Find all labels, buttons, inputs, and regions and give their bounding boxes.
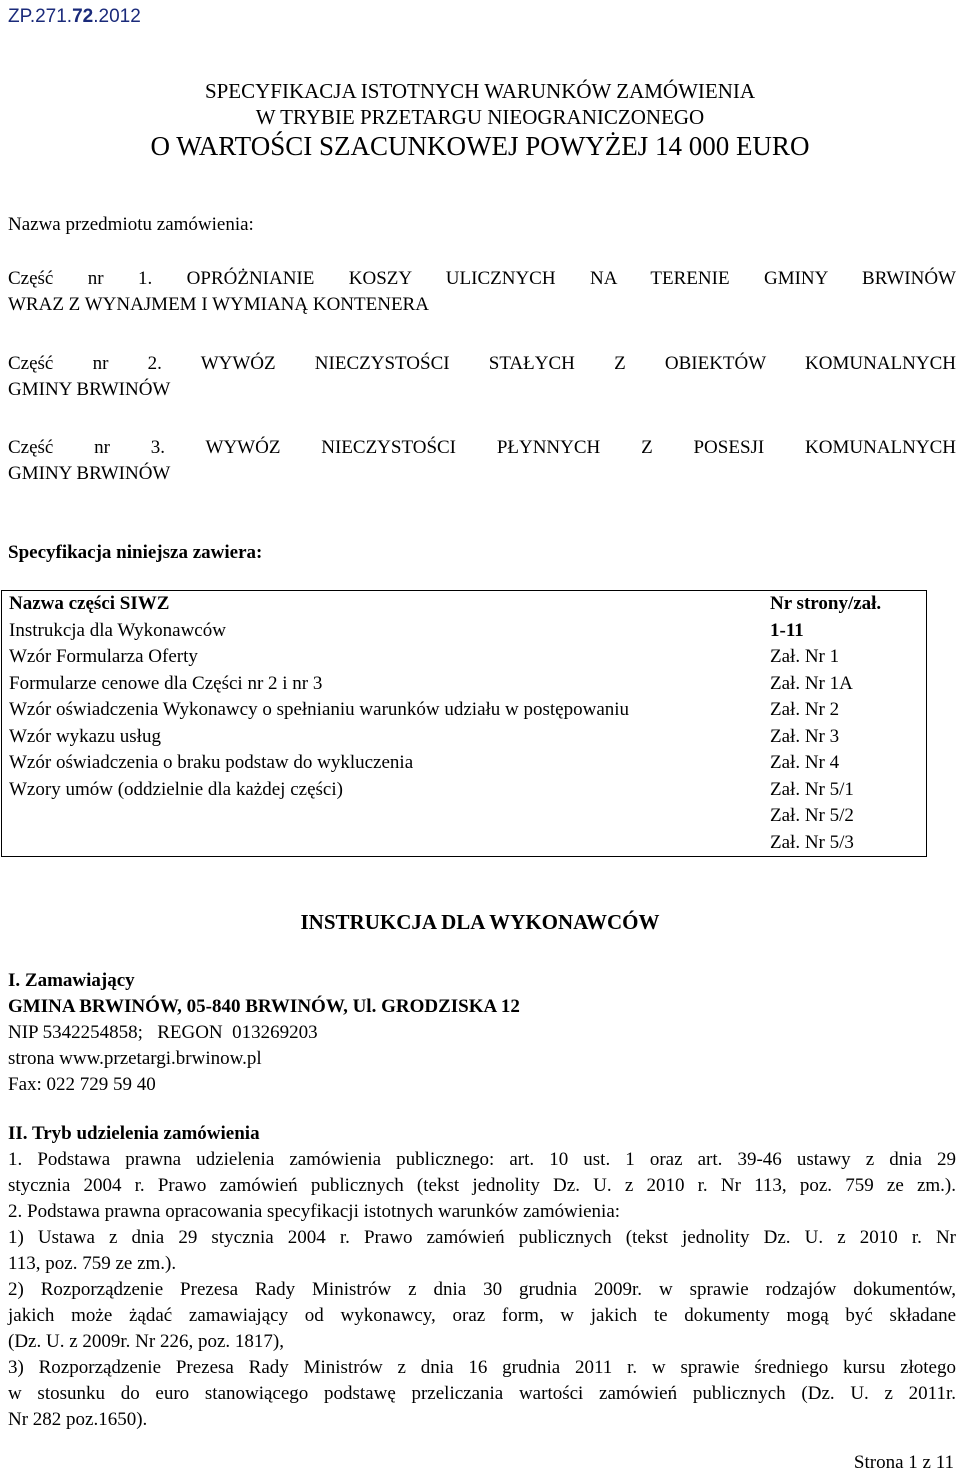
- table-header-ref: Nr strony/zał.: [770, 593, 882, 614]
- part-3-line-1: Część nr 3. WYWÓZ NIECZYSTOŚCI PŁYNNYCH Z POSESJI KOMUNALNYCH: [8, 437, 956, 458]
- table-cell-name: Formularze cenowe dla Części nr 2 i nr 3: [9, 672, 323, 694]
- section-1: [8, 968, 956, 1098]
- table-cell-ref: Zał. Nr 2: [770, 699, 840, 720]
- part-1: [8, 266, 956, 318]
- title-line-3: O WARTOŚCI SZACUNKOWEJ POWYŻEJ 14 000 EURO: [150, 131, 810, 161]
- part-1-line-1: Część nr 1. OPRÓŻNIANIE KOSZY ULICZNYCH NA TERENIE GMINY BRWINÓW: [8, 268, 956, 289]
- part-3: [8, 435, 956, 487]
- table-header-name: Nazwa części SIWZ: [9, 593, 170, 614]
- section-2-line: 2. Podstawa prawna opracowania specyfikacji istotnych warunków zamówienia:: [8, 1201, 621, 1222]
- section-2-line: 2) Rozporządzenie Prezesa Rady Ministrów z dnia 30 grudnia 2009r. w sprawie rodzajów dokumentów,: [8, 1279, 956, 1300]
- title-block: [0, 78, 960, 130]
- table-row: [2, 724, 927, 751]
- table-header-row: [2, 591, 927, 618]
- page-number: Strona 1 z 11: [853, 1452, 954, 1473]
- part-2-line-1: Część nr 2. WYWÓZ NIECZYSTOŚCI STAŁYCH Z OBIEKTÓW KOMUNALNYCH: [8, 353, 956, 374]
- contents-label: Specyfikacja niniejsza zawiera:: [8, 542, 263, 563]
- document-reference: ZP.271.72.2012: [8, 6, 141, 27]
- section-2-line: w stosunku do euro stanowiącego podstawę przeliczania wartości zamówień publicznych (Dz. U. z 2011r.: [8, 1383, 956, 1404]
- table-cell-name: Instrukcja dla Wykonawców: [9, 619, 226, 641]
- website: strona www.przetargi.brwinow.pl: [8, 1048, 262, 1069]
- table-cell-name: Wzory umów (oddzielnie dla każdej części): [9, 778, 343, 800]
- table-row: [2, 750, 927, 777]
- table-cell-ref: 1-11: [770, 619, 804, 641]
- table-row: [2, 830, 927, 857]
- table-row: [2, 777, 927, 804]
- section-2-line: Nr 282 poz.1650).: [8, 1409, 148, 1430]
- table-row: [2, 644, 927, 671]
- table-cell-name: Wzór wykazu usług: [9, 725, 161, 747]
- part-1-line-2: WRAZ Z WYNAJMEM I WYMIANĄ KONTENERA: [8, 294, 429, 315]
- section-2-line: 3) Rozporządzenie Prezesa Rady Ministrów z dnia 16 grudnia 2011 r. w sprawie średniego kursu złotego: [8, 1357, 956, 1378]
- table-cell-name: [2, 830, 771, 857]
- table-cell-name: [2, 803, 771, 830]
- table-cell-name: Wzór Formularza Oferty: [9, 646, 198, 667]
- table-cell-ref: Zał. Nr 4: [770, 752, 840, 773]
- section-2-line: 1) Ustawa z dnia 29 stycznia 2004 r. Prawo zamówień publicznych (tekst jednolity Dz. U. z 2010 r. Nr: [8, 1227, 956, 1248]
- table-cell-ref: Zał. Nr 5/2: [770, 805, 854, 826]
- table-row: [2, 803, 927, 830]
- contents-table: [1, 590, 927, 857]
- part-2: [8, 351, 956, 403]
- table-row: [2, 671, 927, 698]
- contracting-authority: GMINA BRWINÓW, 05-840 BRWINÓW, Ul. GRODZISKA 12: [8, 996, 520, 1017]
- table-cell-name: Wzór oświadczenia o braku podstaw do wykluczenia: [9, 752, 414, 773]
- table-row: [2, 697, 927, 724]
- part-3-line-2: GMINY BRWINÓW: [8, 463, 171, 484]
- table-row: [2, 618, 927, 645]
- tax-ids: NIP 5342254858; REGON 013269203: [8, 1022, 318, 1043]
- section-2-line: (Dz. U. z 2009r. Nr 226, poz. 1817),: [8, 1331, 284, 1352]
- fax: Fax: 022 729 59 40: [8, 1074, 156, 1095]
- table-cell-ref: Zał. Nr 5/1: [770, 778, 854, 800]
- section-2: [8, 1121, 956, 1433]
- section-2-line: jakich może żądać zamawiający od wykonawcy, oraz form, w jakich te dokumenty mogą być składane: [8, 1305, 956, 1326]
- section-2-line: stycznia 2004 r. Prawo zamówień publicznych (tekst jednolity Dz. U. z 2010 r. Nr 113, poz. 759 ze zm.).: [8, 1175, 956, 1196]
- section-2-line: 113, poz. 759 ze zm.).: [8, 1253, 177, 1274]
- section-2-heading: II. Tryb udzielenia zamówienia: [8, 1123, 260, 1144]
- section-2-line: 1. Podstawa prawna udzielenia zamówienia publicznego: art. 10 ust. 1 oraz art. 39-46 ustawy z dnia 29: [8, 1149, 956, 1170]
- instruction-heading: INSTRUKCJA DLA WYKONAWCÓW: [300, 910, 660, 934]
- part-2-line-2: GMINY BRWINÓW: [8, 379, 171, 400]
- section-1-heading: I. Zamawiający: [8, 970, 135, 991]
- table-cell-ref: Zał. Nr 3: [770, 725, 840, 747]
- title-line-2: W TRYBIE PRZETARGU NIEOGRANICZONEGO: [255, 105, 705, 129]
- subject-label: Nazwa przedmiotu zamówienia:: [8, 214, 254, 235]
- table-cell-name: Wzór oświadczenia Wykonawcy o spełnianiu warunków udziału w postępowaniu: [9, 699, 630, 720]
- table-cell-ref: Zał. Nr 1: [770, 646, 840, 667]
- title-line-1: SPECYFIKACJA ISTOTNYCH WARUNKÓW ZAMÓWIENIA: [204, 79, 756, 103]
- table-cell-ref: Zał. Nr 5/3: [770, 831, 854, 853]
- table-cell-ref: Zał. Nr 1A: [770, 672, 853, 694]
